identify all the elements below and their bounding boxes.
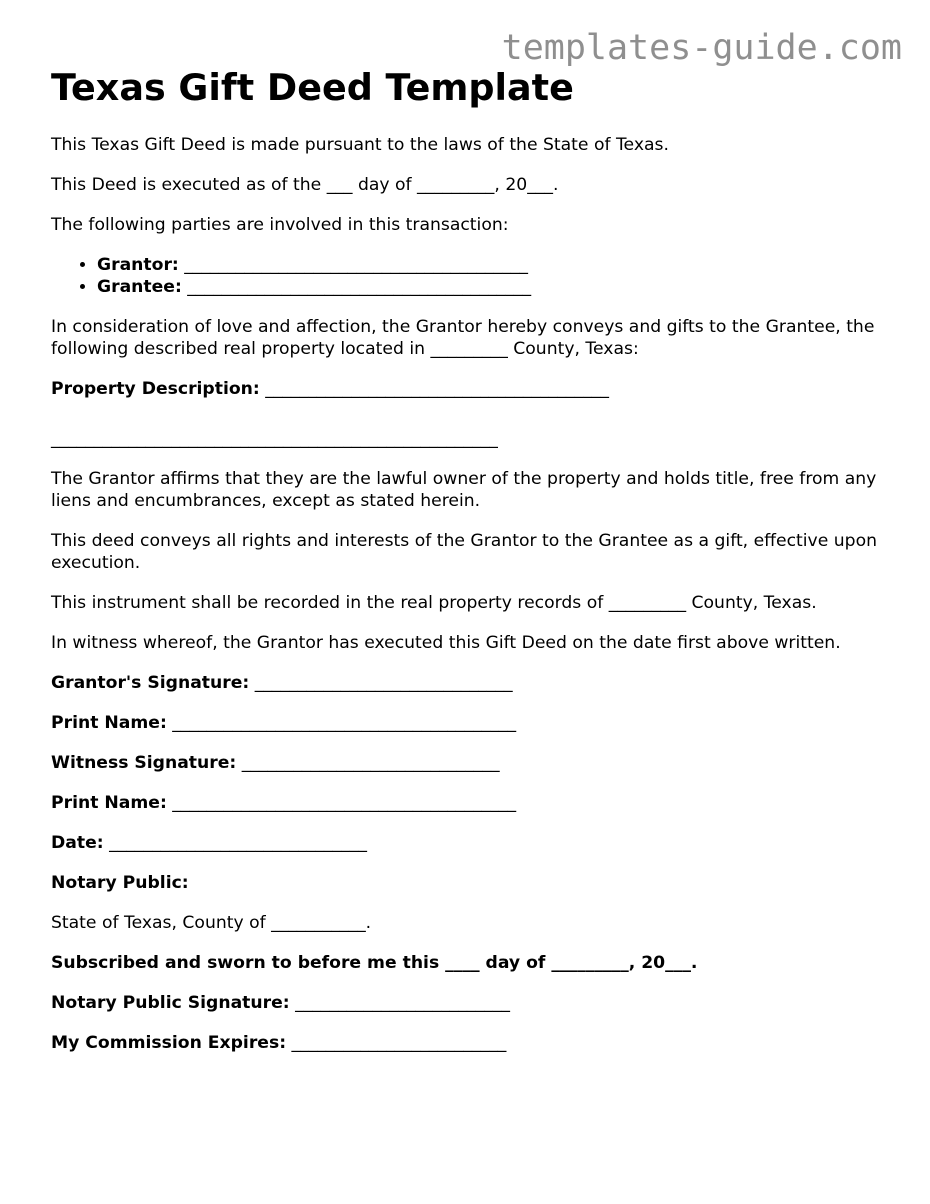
witness-signature-label: Witness Signature: xyxy=(51,753,237,773)
property-description-line xyxy=(51,378,891,400)
notary-signature-blank: _________________________ xyxy=(295,993,510,1013)
date-blank: ______________________________ xyxy=(109,833,367,853)
list-item-grantor xyxy=(97,254,891,276)
witness-clause: In witness whereof, the Grantor has executed this Gift Deed on the date first above written. xyxy=(51,633,841,653)
page-title: Texas Gift Deed Template xyxy=(51,66,574,109)
parties-list xyxy=(51,254,891,298)
recording-paragraph: This instrument shall be recorded in the real property records of _________ County, Texas. xyxy=(51,593,817,613)
notary-heading-text: Notary Public: xyxy=(51,873,189,893)
grantor-blank: ________________________________________ xyxy=(184,255,529,275)
execution-date-line: This Deed is executed as of the ___ day of _________, 20___. xyxy=(51,175,559,195)
notary-heading xyxy=(51,872,891,894)
commission-expires-line xyxy=(51,1032,891,1054)
document-page xyxy=(51,66,891,1072)
list-item-grantee xyxy=(97,276,891,298)
date-line xyxy=(51,832,891,854)
witness-print-name-line xyxy=(51,792,891,814)
consideration-paragraph: In consideration of love and affection, the Grantor hereby conveys and gifts to the Grantee, the following described real property located in _________ County, Texas: xyxy=(51,317,875,359)
grantee-label: Grantee: xyxy=(97,277,182,297)
conveyance-paragraph: This deed conveys all rights and interests of the Grantor to the Grantee as a gift, effective upon execution. xyxy=(51,531,877,573)
notary-sworn-text: Subscribed and sworn to before me this ____ day of _________, 20___. xyxy=(51,953,698,973)
property-description-blank: ________________________________________ xyxy=(265,379,609,399)
grantee-blank: ________________________________________ xyxy=(187,277,532,297)
witness-print-name-label: Print Name: xyxy=(51,793,167,813)
parties-intro: The following parties are involved in this transaction: xyxy=(51,215,509,235)
notary-signature-label: Notary Public Signature: xyxy=(51,993,290,1013)
witness-print-name-blank: ________________________________________ xyxy=(172,793,517,813)
property-description-label: Property Description: xyxy=(51,379,260,399)
witness-signature-line xyxy=(51,752,891,774)
date-label: Date: xyxy=(51,833,104,853)
grantor-print-name-label: Print Name: xyxy=(51,713,167,733)
grantor-print-name-blank: ________________________________________ xyxy=(172,713,517,733)
notary-signature-line xyxy=(51,992,891,1014)
grantor-print-name-line xyxy=(51,712,891,734)
grantor-signature-label: Grantor's Signature: xyxy=(51,673,250,693)
property-description-extra-line: ____________________________________________________ xyxy=(51,429,498,449)
watermark: templates-guide.com xyxy=(501,28,902,68)
commission-expires-label: My Commission Expires: xyxy=(51,1033,287,1053)
intro-paragraph: This Texas Gift Deed is made pursuant to the laws of the State of Texas. xyxy=(51,135,669,155)
affirmation-paragraph: The Grantor affirms that they are the lawful owner of the property and holds title, free from any liens and encumbrances, except as stated herein. xyxy=(51,469,877,511)
grantor-signature-line xyxy=(51,672,891,694)
witness-signature-blank: ______________________________ xyxy=(241,753,500,773)
grantor-label: Grantor: xyxy=(97,255,179,275)
notary-sworn-line xyxy=(51,952,891,974)
commission-expires-blank: _________________________ xyxy=(291,1033,507,1053)
grantor-signature-blank: ______________________________ xyxy=(254,673,513,693)
notary-state-county: State of Texas, County of ___________. xyxy=(51,913,372,933)
